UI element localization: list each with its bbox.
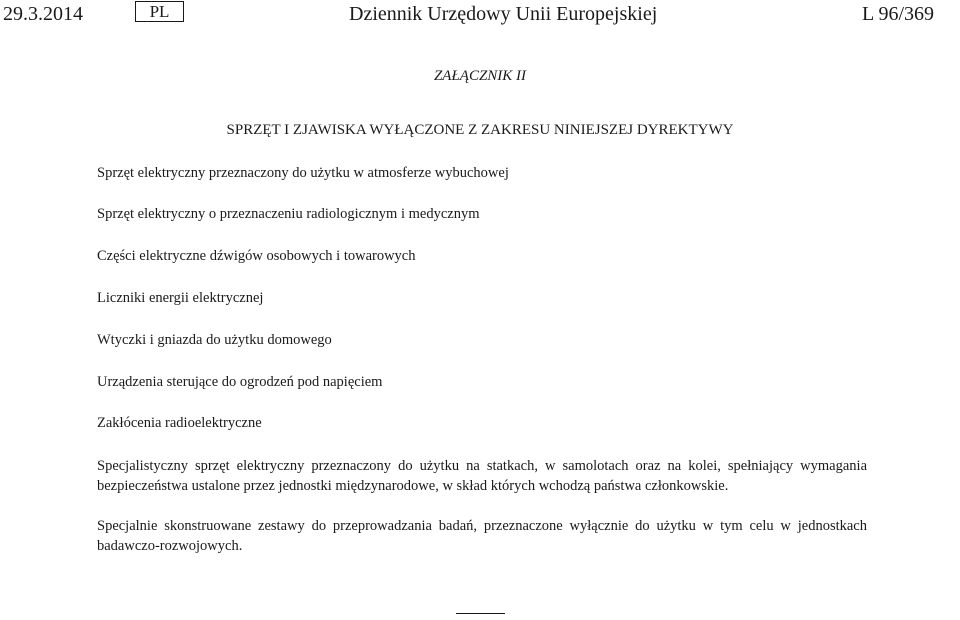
list-item: Części elektryczne dźwigów osobowych i towarowych	[97, 248, 416, 264]
annex-title: ZAŁĄCZNIK II	[433, 68, 527, 84]
list-item: Specjalistyczny sprzęt elektryczny przeznaczony do użytku na statkach, w samolotach oraz na kolei, spełniający wymagania bezpieczeństwa ustalone przez jednostki międzynarodowe, w skład których wchodzą państwa członkowskie.	[97, 458, 867, 494]
section-title: SPRZĘT I ZJAWISKA WYŁĄCZONE Z ZAKRESU NINIEJSZEJ DYREKTYWY	[226, 122, 734, 138]
list-item: Urządzenia sterujące do ogrodzeń pod napięciem	[97, 374, 383, 390]
page-reference: L 96/369	[862, 3, 935, 25]
list-item: Wtyczki i gniazda do użytku domowego	[97, 332, 332, 348]
journal-header	[0, 0, 960, 32]
publication-date: 29.3.2014	[3, 3, 83, 25]
footer-rule	[456, 613, 505, 614]
journal-title: Dziennik Urzędowy Unii Europejskiej	[349, 3, 658, 25]
language-badge: PL	[135, 1, 184, 22]
list-item: Sprzęt elektryczny o przeznaczeniu radiologicznym i medycznym	[97, 206, 480, 222]
list-item: Zakłócenia radioelektryczne	[97, 415, 262, 431]
list-item: Specjalnie skonstruowane zestawy do przeprowadzania badań, przeznaczone wyłącznie do użytku w tym celu w jednostkach badawczo-rozwojowych.	[97, 518, 867, 554]
list-item: Liczniki energii elektrycznej	[97, 290, 264, 306]
list-item: Sprzęt elektryczny przeznaczony do użytku w atmosferze wybuchowej	[97, 165, 509, 181]
